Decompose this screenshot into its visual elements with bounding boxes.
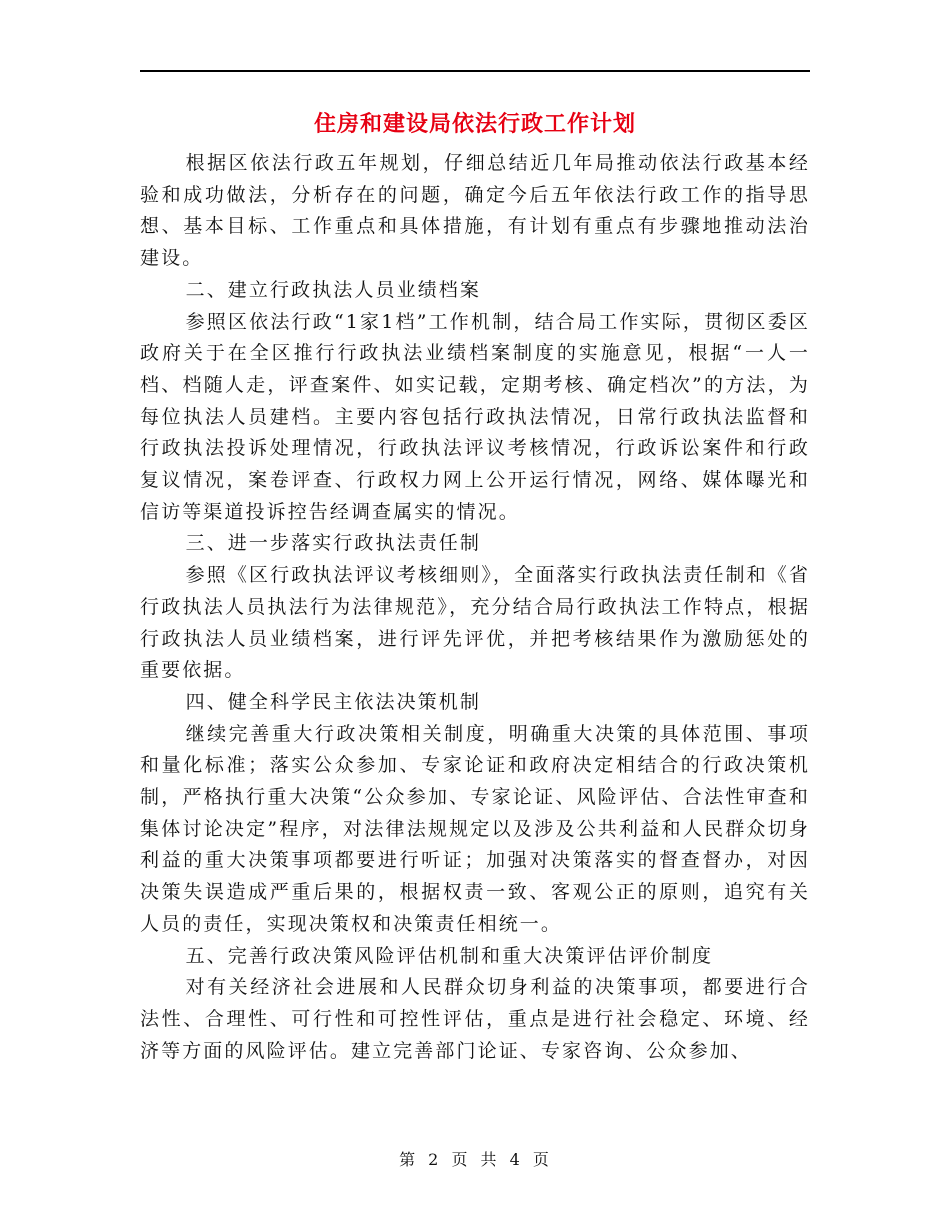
header-rule bbox=[140, 70, 810, 72]
section-heading-5: 五、完善行政决策风险评估机制和重大决策评估评价制度 bbox=[185, 944, 714, 967]
section-5-paragraph: 对有关经济社会进展和人民群众切身利益的决策事项，都要进行合法性、合理性、可行性和可控性评估，重点是进行社会稳定、环境、经济等方面的风险评估。建立完善部门论证、专家咨询、公众参加、 bbox=[140, 976, 810, 1062]
section-2-paragraph: 参照区依法行政“1家1档”工作机制，结合局工作实际，贯彻区委区政府关于在全区推行行政执法业绩档案制度的实施意见，根据“一人一档、档随人走，评查案件、如实记载，定期考核、确定档次”的方法，为每位执法人员建档。主要内容包括行政执法情况，日常行政执法监督和行政执法投诉处理情况，行政执法评议考核情况，行政诉讼案件和行政复议情况，案卷评查、行政权力网上公开运行情况，网络、媒体曝光和信访等渠道投诉控告经调查属实的情况。 bbox=[140, 310, 810, 523]
document-title: 住房和建设局依法行政工作计划 bbox=[313, 111, 636, 137]
section-4-paragraph: 继续完善重大行政决策相关制度，明确重大决策的具体范围、事项和量化标准；落实公众参加、专家论证和政府决定相结合的行政决策机制，严格执行重大决策“公众参加、专家论证、风险评估、合法性审查和集体讨论决定”程序，对法律法规规定以及涉及公共利益和人民群众切身利益的重大决策事项都要进行听证；加强对决策落实的督查督办，对因决策失误造成严重后果的，根据权责一致、客观公正的原则，追究有关人员的责任，实现决策权和决策责任相统一。 bbox=[140, 722, 810, 935]
section-heading-3: 三、进一步落实行政执法责任制 bbox=[185, 532, 481, 555]
section-3-paragraph: 参照《区行政执法评议考核细则》，全面落实行政执法责任制和《省行政执法人员执法行为法律规范》，充分结合局行政执法工作特点，根据行政执法人员业绩档案，进行评先评优，并把考核结果作为激励惩处的重要依据。 bbox=[140, 564, 810, 682]
document-body bbox=[140, 148, 810, 1067]
section-heading-2: 二、建立行政执法人员业绩档案 bbox=[185, 278, 481, 301]
intro-paragraph: 根据区依法行政五年规划，仔细总结近几年局推动依法行政基本经验和成功做法，分析存在的问题，确定今后五年依法行政工作的指导思想、基本目标、工作重点和具体措施，有计划有重点有步骤地推动法治建设。 bbox=[140, 152, 810, 270]
page-number: 第 2 页 共 4 页 bbox=[399, 1150, 551, 1169]
section-heading-4: 四、健全科学民主依法决策机制 bbox=[185, 690, 481, 713]
